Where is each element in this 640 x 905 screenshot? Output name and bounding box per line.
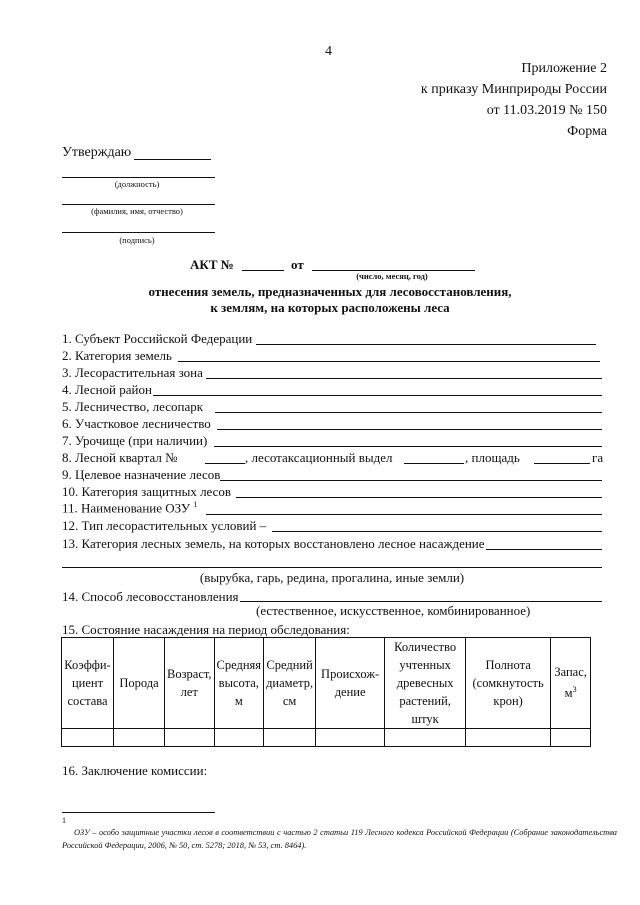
table-cell[interactable] bbox=[114, 729, 165, 747]
act-title-line2: к землям, на которых расположены леса bbox=[210, 300, 450, 315]
table-header: Коэффи- циент состава bbox=[62, 638, 114, 729]
field-4-line bbox=[153, 395, 602, 396]
field-14-line bbox=[240, 601, 602, 602]
field-8-quarter-label: 8. Лесной квартал № bbox=[62, 450, 178, 465]
field-8-section-label: , лесотаксационный выдел bbox=[245, 450, 393, 465]
page-number: 4 bbox=[325, 44, 332, 59]
table-header-row bbox=[62, 638, 591, 729]
table-cell[interactable] bbox=[214, 729, 264, 747]
act-date-caption: (число, месяц, год) bbox=[356, 271, 428, 281]
approve-line bbox=[134, 159, 211, 160]
table-header: Полнота (сомкнутость крон) bbox=[466, 638, 551, 729]
field-16-label: 16. Заключение комиссии: bbox=[62, 763, 208, 778]
field-3-line bbox=[206, 378, 602, 379]
field-13-label: 13. Категория лесных земель, на которых восстановлено лесное насаждение bbox=[62, 536, 485, 551]
table-header: Происхож- дение bbox=[316, 638, 385, 729]
table-header: Средний диаметр, см bbox=[264, 638, 316, 729]
header-appendix: Приложение 2 bbox=[521, 61, 607, 76]
field-13-caption: (вырубка, гарь, редина, прогалина, иные земли) bbox=[199, 570, 465, 585]
table-header: Возраст, лет bbox=[165, 638, 215, 729]
field-4-label: 4. Лесной район bbox=[62, 382, 152, 397]
field-9-label: 9. Целевое назначение лесов bbox=[62, 467, 221, 482]
field-9-line bbox=[220, 480, 602, 481]
field-10-label: 10. Категория защитных лесов bbox=[62, 484, 232, 499]
table-header: Порода bbox=[114, 638, 165, 729]
field-1-label: 1. Субъект Российской Федерации bbox=[62, 331, 253, 346]
position-line bbox=[62, 177, 215, 178]
field-11-label: 11. Наименование ОЗУ $^1$ bbox=[62, 500, 198, 516]
table-cell[interactable] bbox=[264, 729, 316, 747]
act-number-line bbox=[242, 270, 284, 271]
name-caption: (фамилия, имя, отчество) bbox=[91, 206, 183, 216]
field-10-line bbox=[236, 497, 602, 498]
table-header: Количество учтенных древесных растений, штук bbox=[385, 638, 466, 729]
table-cell[interactable] bbox=[551, 729, 591, 747]
field-2-label: 2. Категория земель bbox=[62, 348, 172, 363]
signature-caption: (подпись) bbox=[119, 235, 155, 245]
act-prefix: АКТ № bbox=[190, 257, 234, 272]
field-12-line bbox=[272, 531, 602, 532]
field-14-label: 14. Способ лесовосстановления bbox=[62, 589, 239, 604]
act-title-line1: отнесения земель, предназначенных для лесовосстановления, bbox=[148, 284, 512, 299]
forest-state-table bbox=[61, 637, 591, 747]
approve-label: Утверждаю bbox=[62, 145, 132, 160]
field-8-area-line bbox=[534, 463, 590, 464]
field-3-label: 3. Лесорастительная зона bbox=[62, 365, 203, 380]
table-cell[interactable] bbox=[385, 729, 466, 747]
field-11-line bbox=[206, 514, 602, 515]
field-12-label: 12. Тип лесорастительных условий – bbox=[62, 518, 267, 533]
field-15-label: 15. Состояние насаждения на период обследования: bbox=[62, 622, 350, 637]
header-order: к приказу Минприроды России bbox=[420, 82, 607, 97]
table-header: Средняя высота, м bbox=[214, 638, 264, 729]
field-13-line bbox=[486, 549, 602, 550]
table-header: Запас, $м^3$ bbox=[551, 638, 591, 729]
footnote-ref: 1 bbox=[193, 500, 198, 509]
field-8-area-label: , площадь bbox=[465, 450, 520, 465]
field-6-line bbox=[217, 429, 602, 430]
signature-line bbox=[62, 232, 215, 233]
field-7-line bbox=[214, 446, 602, 447]
position-caption: (должность) bbox=[114, 179, 160, 189]
field-8-quarter-line bbox=[205, 463, 245, 464]
footnote-text: ОЗУ – особо защитные участки лесов в соответствии с частью 2 статьи 119 Лесного кодекса Российской Федерации (Собрание законодательства Российской Федерации, 2006, № 50, ст. 5278; 2018, № 53, ст. 8464). bbox=[62, 828, 617, 850]
header-date: от 11.03.2019 № 150 bbox=[486, 103, 607, 118]
table-cell[interactable] bbox=[316, 729, 385, 747]
table-cell[interactable] bbox=[62, 729, 114, 747]
field-1-line bbox=[256, 344, 596, 345]
field-14-caption: (естественное, искусственное, комбинированное) bbox=[256, 603, 531, 618]
field-2-line bbox=[178, 361, 600, 362]
name-line bbox=[62, 204, 215, 205]
field-6-label: 6. Участковое лесничество bbox=[62, 416, 211, 431]
table-row bbox=[62, 729, 591, 747]
field-7-label: 7. Урочище (при наличии) bbox=[62, 433, 208, 448]
act-from: от bbox=[291, 257, 304, 272]
table-cell[interactable] bbox=[165, 729, 215, 747]
field-13-line2 bbox=[62, 567, 602, 568]
field-8-section-line bbox=[404, 463, 464, 464]
field-5-label: 5. Лесничество, лесопарк bbox=[62, 399, 204, 414]
footnote-divider bbox=[62, 812, 215, 813]
header-form: Форма bbox=[567, 124, 607, 139]
field-5-line bbox=[215, 412, 602, 413]
footnote-mark: 1 bbox=[62, 816, 66, 825]
table-cell[interactable] bbox=[466, 729, 551, 747]
field-8-unit: га bbox=[592, 450, 604, 465]
